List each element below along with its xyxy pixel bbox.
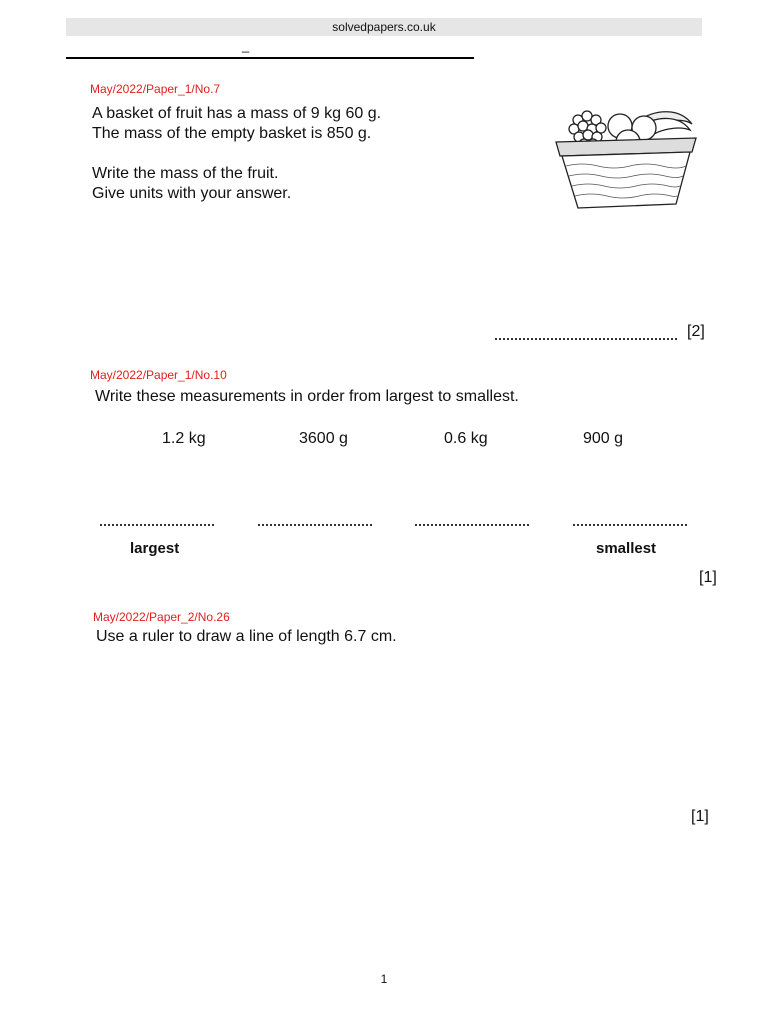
measurement-4: 900 g — [583, 430, 624, 447]
label-largest: largest — [130, 540, 180, 557]
header-dash: _ — [242, 38, 250, 53]
q1-answer-line[interactable] — [495, 338, 677, 340]
order-answer-line-1[interactable] — [100, 524, 214, 526]
q2-marks: [1] — [699, 569, 717, 586]
q3-prompt: Use a ruler to draw a line of length 6.7 cm. — [96, 628, 397, 645]
q1-reference: May/2022/Paper_1/No.7 — [90, 82, 221, 96]
q3-marks: [1] — [691, 808, 709, 825]
label-smallest: smallest — [596, 540, 657, 557]
site-header: solvedpapers.co.uk — [66, 18, 702, 36]
order-answer-line-4[interactable] — [573, 524, 687, 526]
q2-prompt: Write these measurements in order from largest to smallest. — [95, 388, 519, 405]
q2-reference: May/2022/Paper_1/No.10 — [90, 368, 227, 382]
q1-line-1: A basket of fruit has a mass of 9 kg 60 g. — [92, 105, 382, 122]
measurement-2: 3600 g — [299, 430, 348, 447]
header-rule — [66, 57, 474, 59]
q1-line-4: Give units with your answer. — [92, 185, 292, 202]
q3-drawing-area[interactable] — [90, 660, 690, 790]
fruit-basket-illustration — [552, 104, 700, 212]
q1-line-3: Write the mass of the fruit. — [92, 165, 279, 182]
page-number: 1 — [380, 972, 388, 986]
q1-marks: [2] — [687, 323, 705, 340]
order-answer-line-2[interactable] — [258, 524, 372, 526]
q1-line-2: The mass of the empty basket is 850 g. — [92, 125, 372, 142]
measurement-1: 1.2 kg — [162, 430, 206, 447]
order-answer-line-3[interactable] — [415, 524, 529, 526]
q3-reference: May/2022/Paper_2/No.26 — [93, 610, 230, 624]
measurement-3: 0.6 kg — [444, 430, 488, 447]
